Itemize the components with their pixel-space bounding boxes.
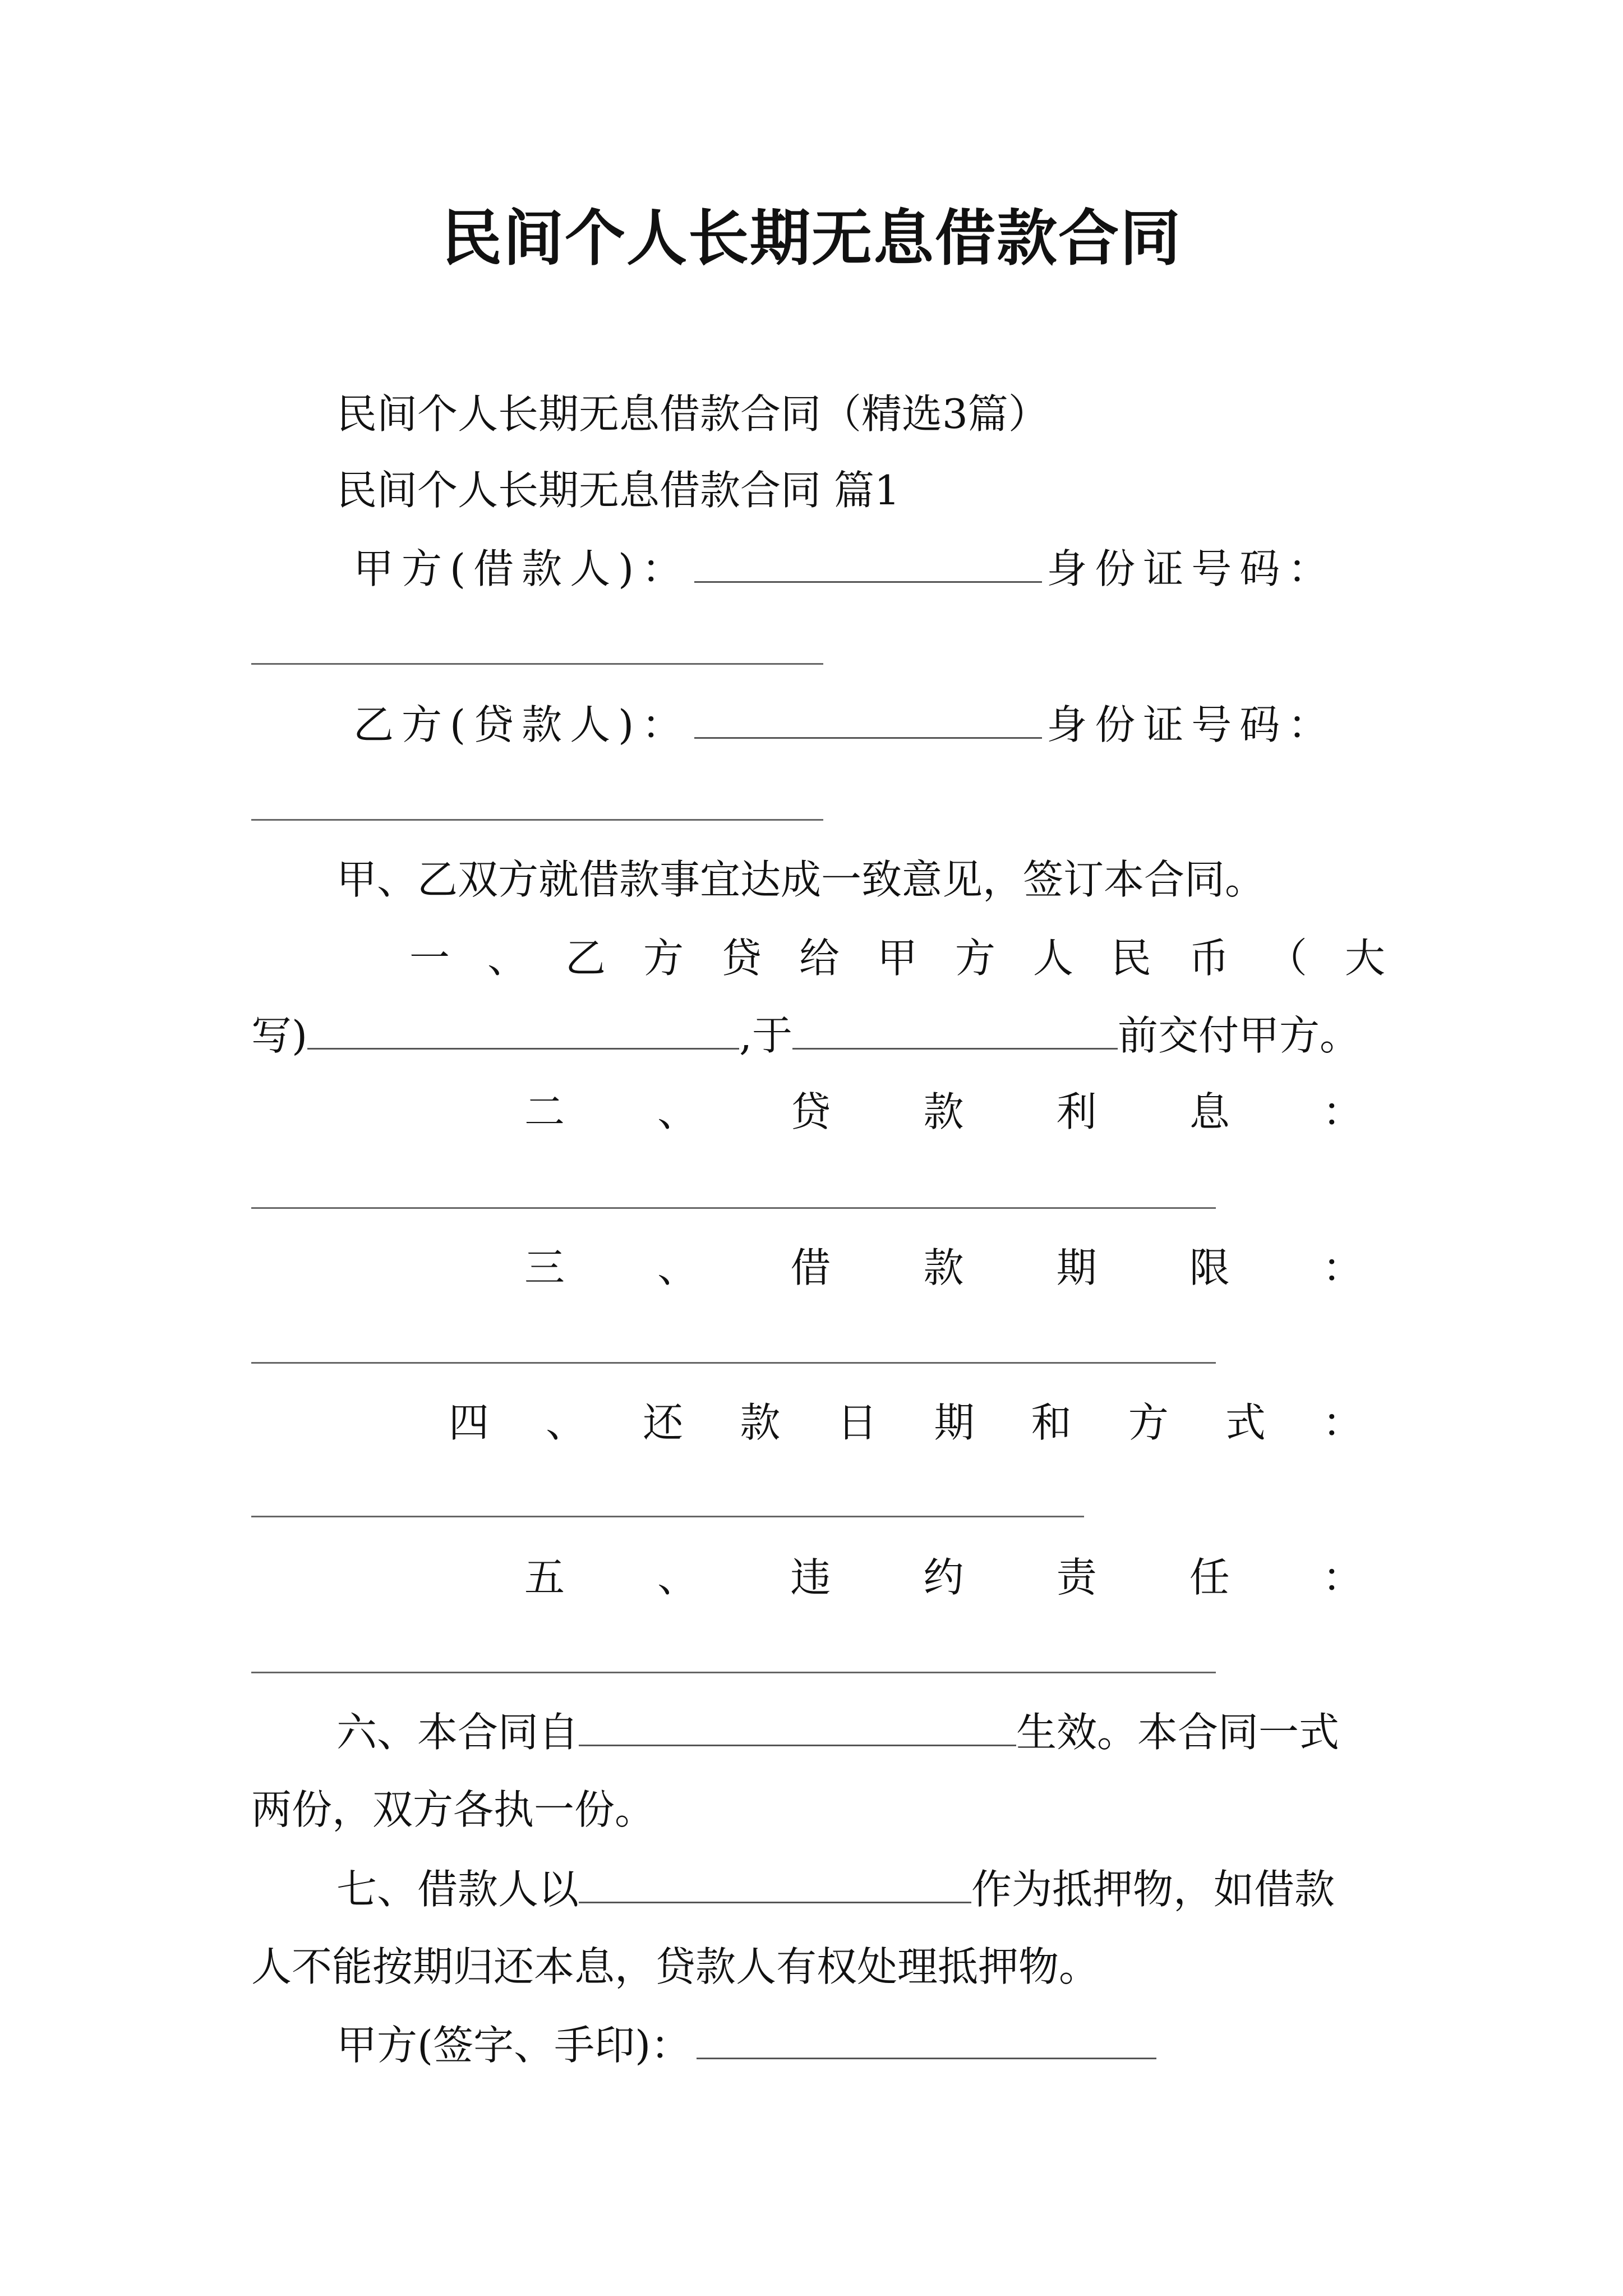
clause-5-line: [524, 1549, 1363, 1605]
clause-6-line-1: [336, 1703, 1391, 1760]
loan-term-blank[interactable]: [251, 1362, 1216, 1364]
party-a-id-blank[interactable]: [251, 663, 823, 665]
c6-a: 六、本合同自: [336, 1709, 579, 1756]
c4-char: 、: [546, 1399, 587, 1446]
signature-row-a: [336, 2016, 1475, 2073]
c1-char: 民: [1110, 935, 1151, 982]
loan-amount-blank[interactable]: [307, 1006, 739, 1050]
c6-b: 生效。本合同一式: [1016, 1709, 1340, 1756]
party-a-name-blank[interactable]: [694, 540, 1042, 583]
c4-char: 式: [1225, 1399, 1266, 1446]
sign-a-blank[interactable]: [697, 2016, 1156, 2059]
c1-char: 方: [643, 935, 684, 982]
breach-liability-blank[interactable]: [251, 1672, 1216, 1673]
c2-char: ：: [1322, 1088, 1363, 1135]
clause-6-line-2: 两份，双方各执一份。: [251, 1786, 656, 1833]
clause-7-line-1: [336, 1860, 1391, 1917]
c4-char: ：: [1322, 1399, 1363, 1446]
clause-2-line: [524, 1084, 1363, 1140]
c2-char: 利: [1056, 1088, 1097, 1135]
c4-char: 期: [934, 1399, 975, 1446]
c5-char: 、: [657, 1554, 698, 1601]
c2-char: 二: [524, 1088, 565, 1135]
c3-char: ：: [1322, 1244, 1363, 1291]
c5-char: 五: [524, 1554, 565, 1601]
c5-char: 违: [790, 1554, 831, 1601]
c7-b: 作为抵押物，如借款: [971, 1866, 1335, 1913]
c1-char: 贷: [721, 935, 762, 982]
c3-char: 限: [1189, 1244, 1230, 1291]
delivery-date-blank[interactable]: [792, 1006, 1118, 1050]
c3-char: 期: [1056, 1244, 1097, 1291]
c1-char: 乙: [565, 935, 606, 982]
c1-cont-b: ,于: [739, 1012, 792, 1059]
clause-4-line: [449, 1395, 1363, 1451]
c2-char: 息: [1189, 1088, 1230, 1135]
c2-char: 贷: [790, 1088, 831, 1135]
c4-char: 方: [1128, 1399, 1169, 1446]
c1-cont-a: 写): [251, 1012, 308, 1059]
c2-char: 款: [923, 1088, 964, 1135]
c7-a: 七、借款人以: [336, 1866, 579, 1913]
document-subtitle: 民间个人长期无息借款合同（精选3篇）: [336, 390, 1049, 438]
repayment-method-blank[interactable]: [251, 1516, 1084, 1517]
clause-7-line-2: 人不能按期归还本息，贷款人有权处理抵押物。: [251, 1943, 1100, 1990]
c4-char: 款: [740, 1399, 781, 1446]
sign-a-label: 甲方(签字、手印)：: [336, 2022, 691, 2069]
c5-char: ：: [1322, 1554, 1363, 1601]
party-b-id-label: 身份证号码：: [1046, 701, 1336, 748]
c1-char: （: [1266, 935, 1307, 982]
c3-char: 三: [524, 1244, 565, 1291]
party-a-label: 甲方(借款人)：: [353, 545, 690, 592]
c1-char: 币: [1188, 935, 1229, 982]
c1-char: 大: [1344, 935, 1385, 982]
clause-1-line-1: [409, 930, 1385, 986]
party-a-id-label: 身份证号码：: [1046, 545, 1336, 592]
effective-date-blank[interactable]: [579, 1703, 1016, 1746]
clause-3-line: [524, 1240, 1363, 1296]
c1-char: 给: [799, 935, 840, 982]
c3-char: 、: [657, 1244, 698, 1291]
c4-char: 和: [1031, 1399, 1072, 1446]
c1-cont-c: 前交付甲方。: [1117, 1012, 1360, 1059]
c2-char: 、: [657, 1088, 698, 1135]
c1-char: 、: [487, 935, 528, 982]
party-b-row: [353, 696, 1391, 753]
c3-char: 借: [790, 1244, 831, 1291]
c4-char: 日: [837, 1399, 878, 1446]
document-title: 民间个人长期无息借款合同: [441, 203, 1182, 274]
collateral-blank[interactable]: [579, 1860, 971, 1903]
c1-char: 一: [409, 935, 450, 982]
loan-interest-blank[interactable]: [251, 1207, 1216, 1209]
c1-char: 人: [1032, 935, 1073, 982]
c4-char: 还: [643, 1399, 684, 1446]
c1-char: 方: [955, 935, 995, 982]
c5-char: 责: [1056, 1554, 1097, 1601]
chapter-heading: 民间个人长期无息借款合同 篇1: [336, 467, 900, 514]
c3-char: 款: [923, 1244, 964, 1291]
c4-char: 四: [449, 1399, 490, 1446]
party-b-label: 乙方(贷款人)：: [353, 701, 690, 748]
party-b-id-blank[interactable]: [251, 819, 823, 821]
c5-char: 约: [923, 1554, 964, 1601]
intro-paragraph: 甲、乙双方就借款事宜达成一致意见，签订本合同。: [336, 856, 1266, 903]
c1-char: 甲: [877, 935, 917, 982]
party-b-name-blank[interactable]: [694, 696, 1042, 739]
c5-char: 任: [1189, 1554, 1230, 1601]
party-a-row: [353, 540, 1391, 597]
clause-1-line-2: [251, 1006, 1390, 1064]
